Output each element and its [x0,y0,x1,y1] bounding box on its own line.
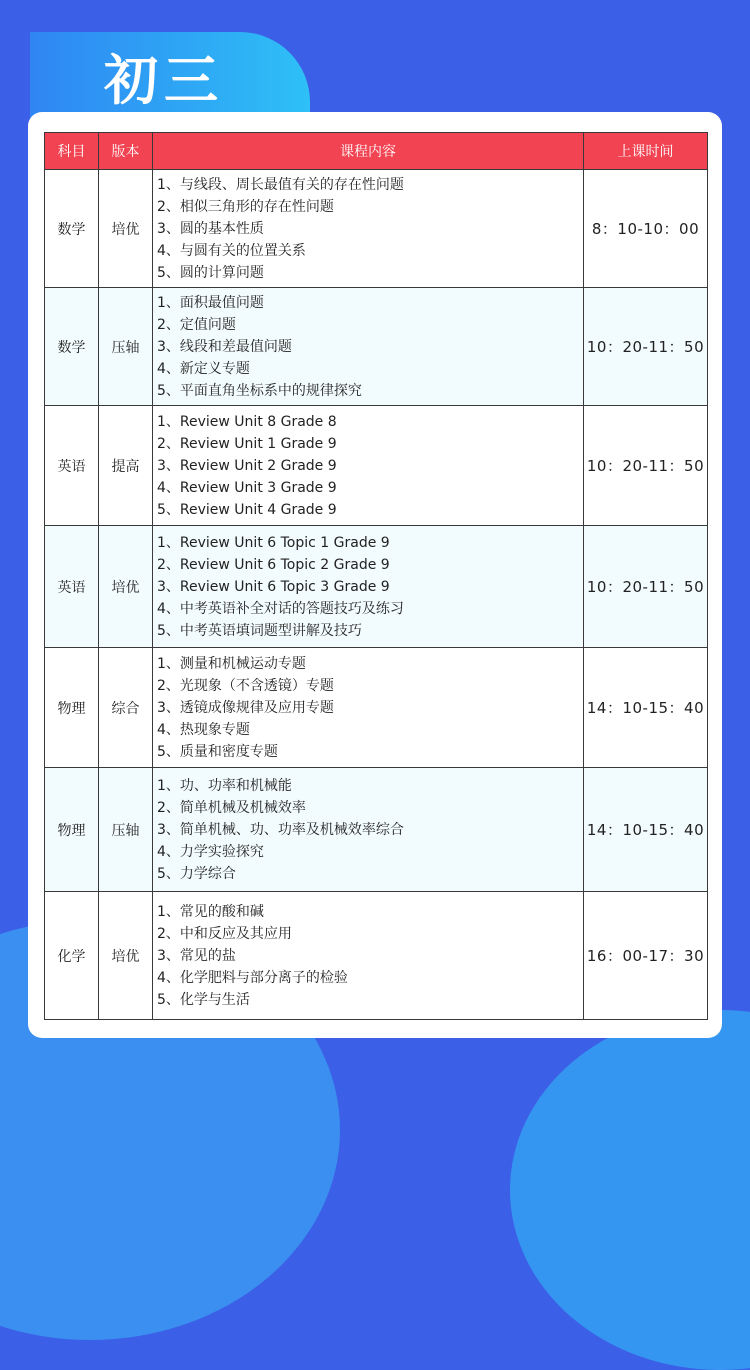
content-item: 4、热现象专题 [157,721,250,738]
content-item: 3、常见的盐 [157,947,236,964]
table-row [45,892,708,1020]
content-cell [153,288,584,406]
content-item: 4、Review Unit 3 Grade 9 [157,479,337,496]
time-cell: 16：00-17：30 [584,892,708,1020]
content-item: 1、常见的酸和碱 [157,903,264,920]
content-item: 5、质量和密度专题 [157,743,278,760]
content-item: 4、中考英语补全对话的答题技巧及练习 [157,600,404,617]
table-row [45,406,708,526]
column-header-time: 上课时间 [584,133,708,170]
content-item: 2、简单机械及机械效率 [157,799,306,816]
content-item: 2、相似三角形的存在性问题 [157,198,334,215]
page-title: 初三 [104,49,224,112]
time-cell: 8：10-10：00 [584,170,708,288]
content-item: 3、圆的基本性质 [157,220,264,237]
content-item: 3、Review Unit 2 Grade 9 [157,457,337,474]
content-item: 1、Review Unit 8 Grade 8 [157,413,337,430]
content-item: 1、测量和机械运动专题 [157,655,306,672]
content-item: 5、圆的计算问题 [157,264,264,281]
content-item: 5、化学与生活 [157,991,250,1008]
column-header-content: 课程内容 [153,133,584,170]
content-item: 2、光现象（不含透镜）专题 [157,677,334,694]
content-item: 5、力学综合 [157,865,236,882]
content-cell [153,648,584,768]
content-item: 3、线段和差最值问题 [157,338,292,355]
schedule-card [28,112,722,1038]
content-cell [153,406,584,526]
content-item: 1、面积最值问题 [157,294,264,311]
version-cell: 压轴 [99,288,153,406]
content-cell [153,892,584,1020]
time-cell: 10：20-11：50 [584,526,708,648]
version-cell: 培优 [99,892,153,1020]
subject-cell: 英语 [45,526,99,648]
subject-cell: 数学 [45,288,99,406]
content-item: 5、中考英语填词题型讲解及技巧 [157,622,362,639]
subject-cell: 化学 [45,892,99,1020]
content-item: 2、中和反应及其应用 [157,925,292,942]
version-cell: 综合 [99,648,153,768]
content-item: 1、与线段、周长最值有关的存在性问题 [157,176,404,193]
content-item: 4、化学肥料与部分离子的检验 [157,969,348,986]
content-item: 3、透镜成像规律及应用专题 [157,699,334,716]
schedule-table [44,132,708,1020]
content-item: 2、Review Unit 6 Topic 2 Grade 9 [157,556,390,573]
column-header-version: 版本 [99,133,153,170]
subject-cell: 数学 [45,170,99,288]
content-item: 3、简单机械、功、功率及机械效率综合 [157,821,404,838]
content-item: 2、定值问题 [157,316,236,333]
version-cell: 提高 [99,406,153,526]
content-item: 4、新定义专题 [157,360,250,377]
content-item: 5、Review Unit 4 Grade 9 [157,501,337,518]
content-cell [153,170,584,288]
content-item: 3、Review Unit 6 Topic 3 Grade 9 [157,578,390,595]
version-cell: 压轴 [99,768,153,892]
table-row [45,288,708,406]
background-blob-right [510,1010,750,1370]
table-row [45,170,708,288]
table-row [45,526,708,648]
time-cell: 14：10-15：40 [584,648,708,768]
content-item: 1、功、功率和机械能 [157,777,292,794]
content-item: 5、平面直角坐标系中的规律探究 [157,382,362,399]
content-item: 4、力学实验探究 [157,843,264,860]
table-header-row [45,133,708,170]
content-cell [153,526,584,648]
content-item: 2、Review Unit 1 Grade 9 [157,435,337,452]
content-item: 1、Review Unit 6 Topic 1 Grade 9 [157,534,390,551]
version-cell: 培优 [99,170,153,288]
time-cell: 10：20-11：50 [584,406,708,526]
time-cell: 14：10-15：40 [584,768,708,892]
content-item: 4、与圆有关的位置关系 [157,242,306,259]
subject-cell: 英语 [45,406,99,526]
content-cell [153,768,584,892]
time-cell: 10：20-11：50 [584,288,708,406]
subject-cell: 物理 [45,648,99,768]
table-row [45,648,708,768]
subject-cell: 物理 [45,768,99,892]
version-cell: 培优 [99,526,153,648]
column-header-subject: 科目 [45,133,99,170]
table-row [45,768,708,892]
